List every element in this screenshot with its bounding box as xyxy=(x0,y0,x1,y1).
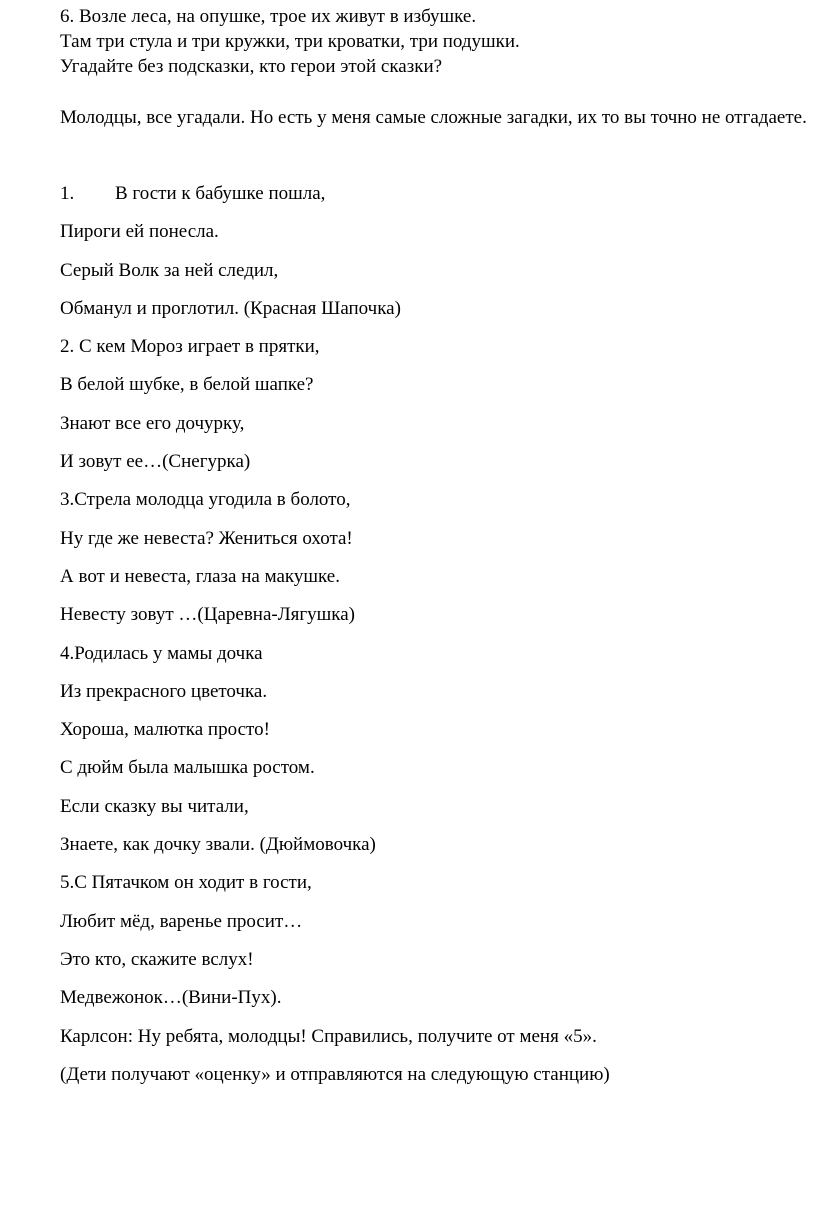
carlson-line: Карлсон: Ну ребята, молодцы! Справились, получите от меня «5». xyxy=(60,1025,597,1047)
riddle-line: Знают все его дочурку, xyxy=(60,412,245,434)
riddle-line: Медвежонок…(Вини-Пух). xyxy=(60,987,282,1009)
riddle-line xyxy=(60,181,810,219)
riddle-line: И зовут ее…(Снегурка) xyxy=(60,451,251,473)
praise-paragraph: Молодцы, все угадали. Но есть у меня самые сложные загадки, их то вы точно не отгадаете. xyxy=(60,107,807,128)
riddle-line: Любит мёд, варенье просит… xyxy=(60,910,303,932)
riddle-line: Обманул и проглотил. (Красная Шапочка) xyxy=(60,297,401,319)
riddle-line: Если сказку вы читали, xyxy=(60,795,249,817)
riddle-line: С дюйм была малышка ростом. xyxy=(60,757,315,779)
riddles-list xyxy=(60,181,810,1100)
riddle-6-line: Угадайте без подсказки, кто герои этой сказки? xyxy=(60,56,443,77)
riddle-6-line: 6. Возле леса, на опушке, трое их живут в избушке. xyxy=(60,6,477,27)
stage-direction: (Дети получают «оценку» и отправляются на следующую станцию) xyxy=(60,1063,610,1085)
riddle-line: 2. С кем Мороз играет в прятки, xyxy=(60,336,320,358)
riddle-line: 3.Стрела молодца угодила в болото, xyxy=(60,489,351,511)
riddle-line: Это кто, скажите вслух! xyxy=(60,948,254,970)
riddle-line: Невесту зовут …(Царевна-Лягушка) xyxy=(60,604,355,626)
riddle-text: В гости к бабушке пошла, xyxy=(115,183,326,204)
riddle-6-block xyxy=(60,4,800,79)
riddle-line: А вот и невеста, глаза на макушке. xyxy=(60,565,340,587)
riddle-number: 1. xyxy=(60,183,75,204)
riddle-line: Пироги ей понесла. xyxy=(60,221,219,243)
riddle-line: В белой шубке, в белой шапке? xyxy=(60,374,314,396)
riddle-line: Из прекрасного цветочка. xyxy=(60,680,268,702)
riddle-line: Хороша, малютка просто! xyxy=(60,719,270,741)
riddle-line: Серый Волк за ней следил, xyxy=(60,259,279,281)
riddle-line: 5.С Пятачком он ходит в гости, xyxy=(60,872,312,894)
riddle-line: Знаете, как дочку звали. (Дюймовочка) xyxy=(60,834,376,856)
riddle-line: 4.Родилась у мамы дочка xyxy=(60,642,263,664)
riddle-6-line: Там три стула и три кружки, три кроватки, три подушки. xyxy=(60,31,520,52)
riddle-line: Ну где же невеста? Жениться охота! xyxy=(60,527,353,549)
